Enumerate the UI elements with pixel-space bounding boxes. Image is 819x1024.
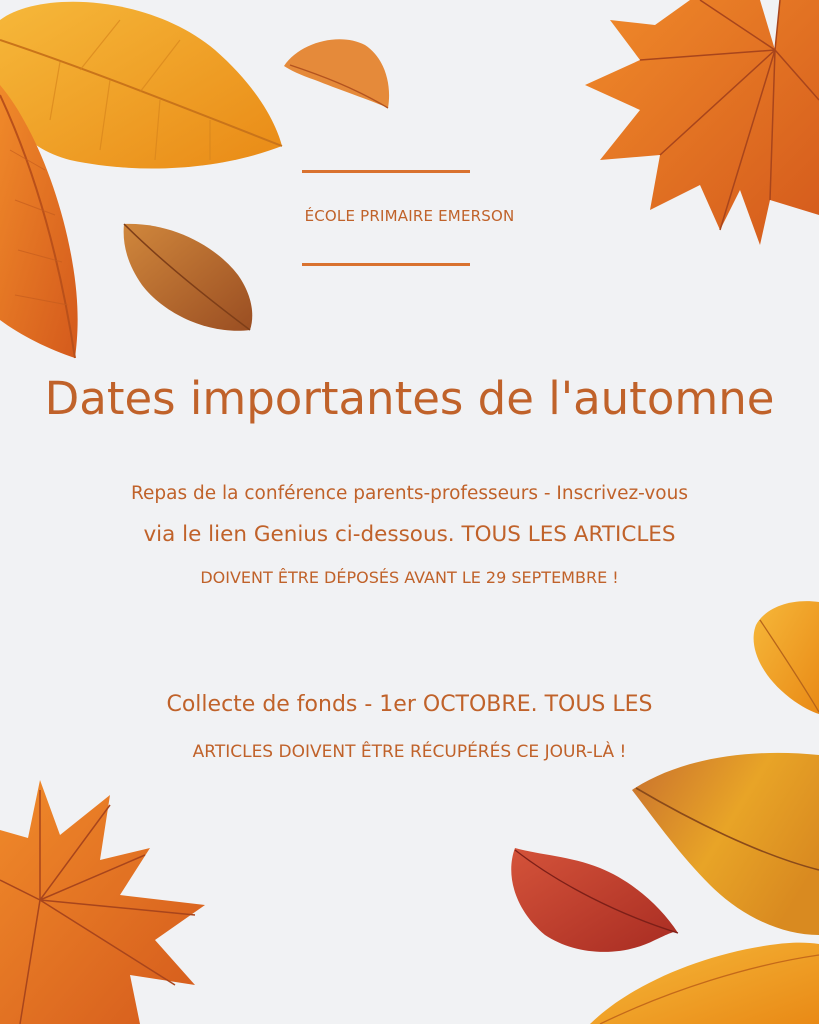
conference-text-line-2: via le lien Genius ci-dessous. TOUS LES ARTICLES bbox=[143, 522, 676, 547]
top-divider bbox=[302, 170, 470, 173]
fundraiser-text-line-1: Collecte de fonds - 1er OCTOBRE. TOUS LES bbox=[166, 692, 653, 717]
fundraiser-text-line-2: ARTICLES DOIVENT ÊTRE RÉCUPÉRÉS CE JOUR-LÀ ! bbox=[192, 742, 627, 762]
conference-text-line-1: Repas de la conférence parents-professeurs - Inscrivez-vous bbox=[131, 483, 688, 504]
page-title: Dates importantes de l'automne bbox=[44, 372, 775, 425]
conference-text-line-3: DOIVENT ÊTRE DÉPOSÉS AVANT LE 29 SEPTEMBRE ! bbox=[200, 568, 619, 587]
bottom-divider bbox=[302, 263, 470, 266]
school-name: ÉCOLE PRIMAIRE EMERSON bbox=[304, 207, 515, 225]
